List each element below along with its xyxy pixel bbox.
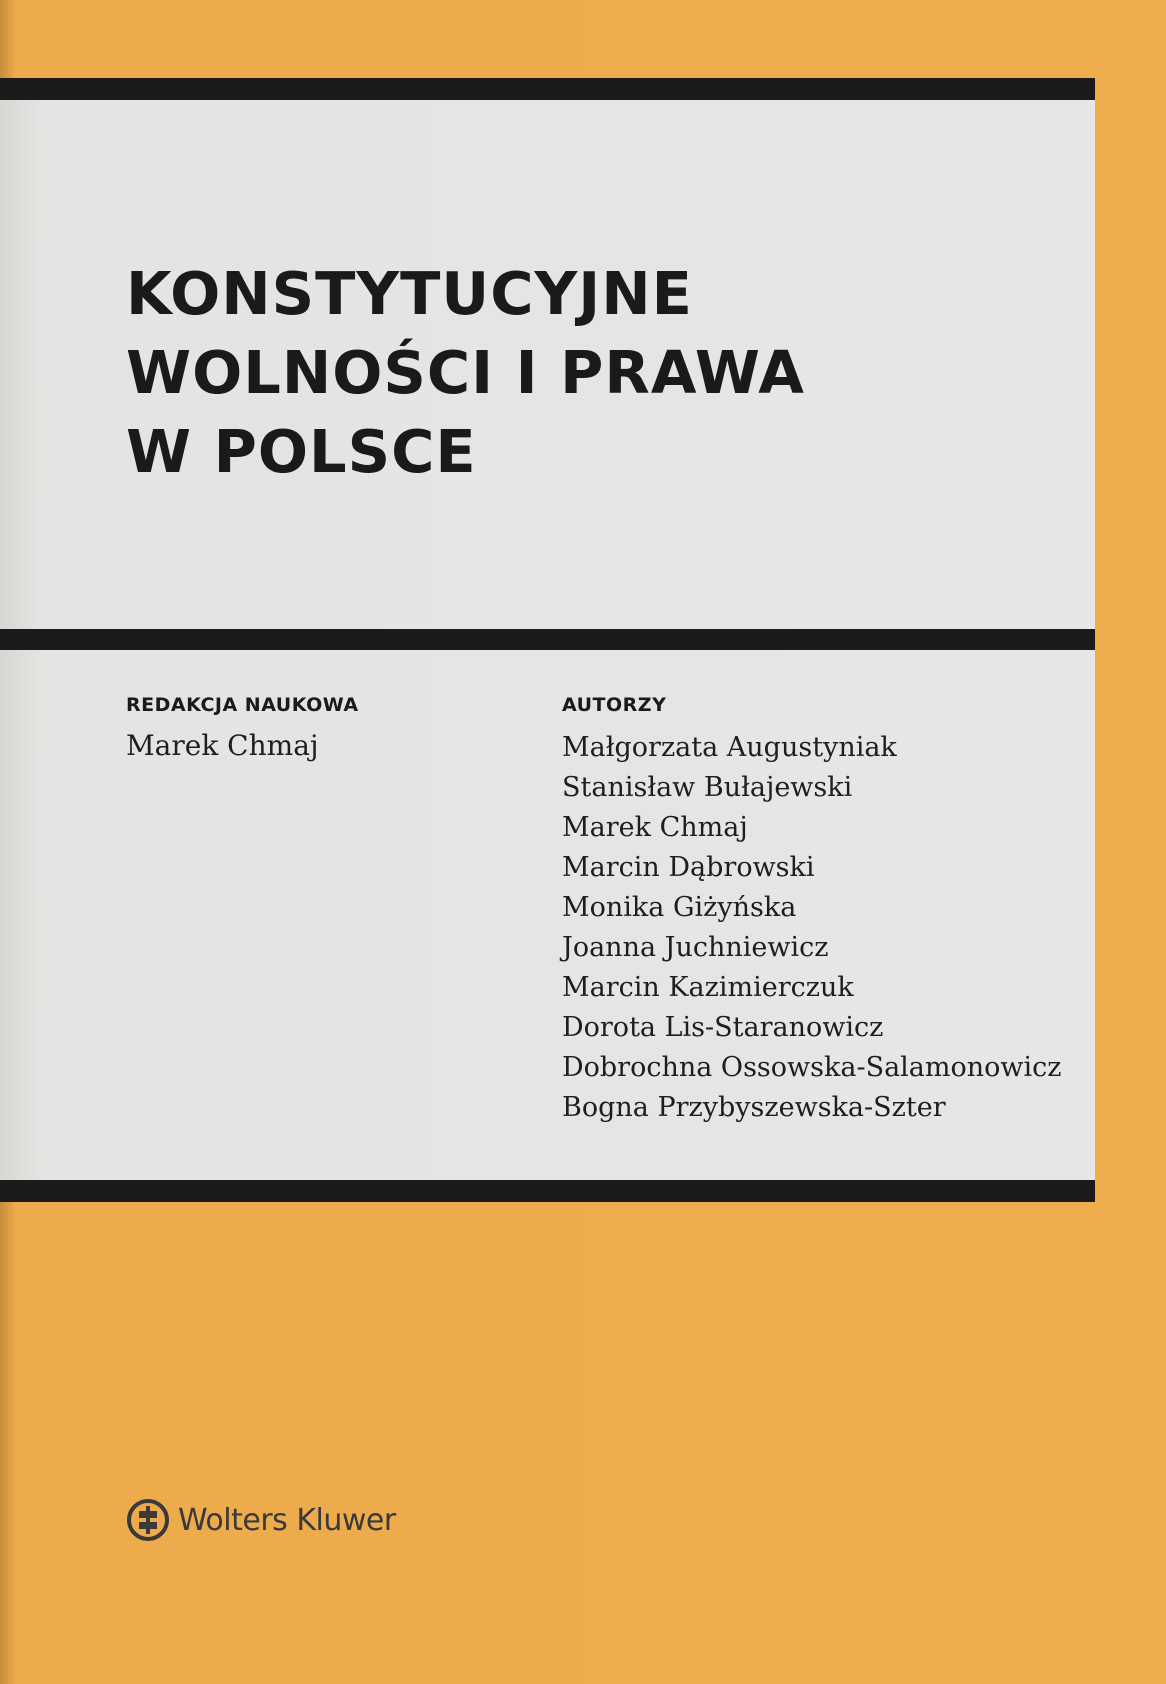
author-name: Małgorzata Augustyniak xyxy=(562,732,897,763)
editor-label: REDAKCJA NAUKOWA xyxy=(126,694,359,716)
author-name: Monika Giżyńska xyxy=(562,892,797,923)
author-name: Dobrochna Ossowska-Salamonowicz xyxy=(562,1052,1062,1083)
authors-label: AUTORZY xyxy=(562,694,667,716)
author-name: Marek Chmaj xyxy=(562,812,748,843)
authors-list xyxy=(562,728,1062,1128)
title-line-1: KONSTYTUCYJNE xyxy=(126,259,693,328)
author-name: Marcin Kazimierczuk xyxy=(562,972,854,1003)
title-line-2: WOLNOŚCI I PRAWA xyxy=(126,338,805,407)
author-name: Dorota Lis-Staranowicz xyxy=(562,1012,884,1043)
wolters-kluwer-logo-icon xyxy=(126,1498,170,1542)
publisher-name: Wolters Kluwer xyxy=(178,1502,396,1538)
title-line-3: W POLSCE xyxy=(126,417,477,486)
author-name: Marcin Dąbrowski xyxy=(562,852,815,883)
editor-name: Marek Chmaj xyxy=(126,729,319,762)
bottom-black-bar xyxy=(0,1180,1095,1202)
author-name: Joanna Juchniewicz xyxy=(562,932,829,963)
publisher-logo xyxy=(126,1495,396,1545)
top-black-bar xyxy=(0,78,1095,100)
book-title xyxy=(126,254,805,491)
author-name: Stanisław Bułajewski xyxy=(562,772,853,803)
author-name: Bogna Przybyszewska-Szter xyxy=(562,1092,946,1123)
middle-black-bar xyxy=(0,629,1095,650)
